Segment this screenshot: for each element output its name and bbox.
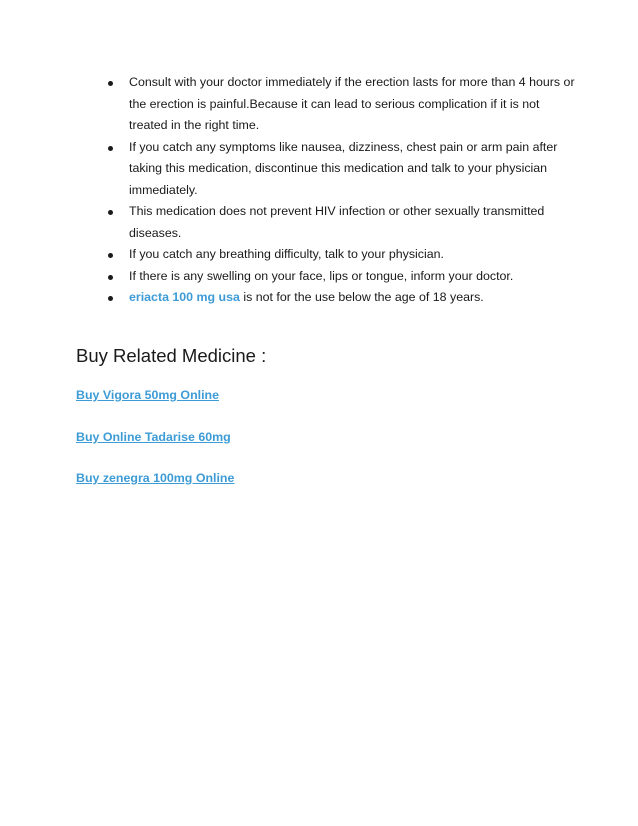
list-item: [108, 201, 578, 244]
list-item: [108, 137, 578, 202]
list-item-text: is not for the use below the age of 18 years.: [239, 290, 484, 304]
section-heading: Buy Related Medicine :: [76, 345, 267, 366]
list-item: [108, 72, 578, 137]
bullet-icon: [108, 210, 113, 215]
eriacta-link[interactable]: eriacta 100 mg usa: [129, 290, 240, 304]
related-link-tadarise[interactable]: Buy Online Tadarise 60mg: [76, 430, 231, 444]
precautions-list: [108, 72, 578, 309]
bullet-icon: [108, 146, 113, 151]
related-link-vigora[interactable]: Buy Vigora 50mg Online: [76, 388, 219, 402]
bullet-icon: [108, 296, 113, 301]
related-link-zenegra[interactable]: Buy zenegra 100mg Online: [76, 471, 235, 485]
bullet-icon: [108, 275, 113, 280]
list-item: [108, 287, 578, 309]
list-item: [108, 244, 578, 266]
list-item: [108, 266, 578, 288]
bullet-icon: [108, 253, 113, 258]
bullet-icon: [108, 81, 113, 86]
list-item-text: If you catch any breathing difficulty, talk to your physician.: [129, 247, 444, 261]
list-item-text: Consult with your doctor immediately if the erection lasts for more than 4 hours or the erection is painful.Because it can lead to serious complication if it is not treated in the right time.: [129, 75, 575, 132]
list-item-text: If you catch any symptoms like nausea, dizziness, chest pain or arm pain after taking this medication, discontinue this medication and talk to your physician immediately.: [129, 139, 558, 197]
list-item-text: If there is any swelling on your face, lips or tongue, inform your doctor.: [129, 268, 514, 283]
list-item-text: This medication does not prevent HIV infection or other sexually transmitted diseases.: [129, 204, 545, 240]
